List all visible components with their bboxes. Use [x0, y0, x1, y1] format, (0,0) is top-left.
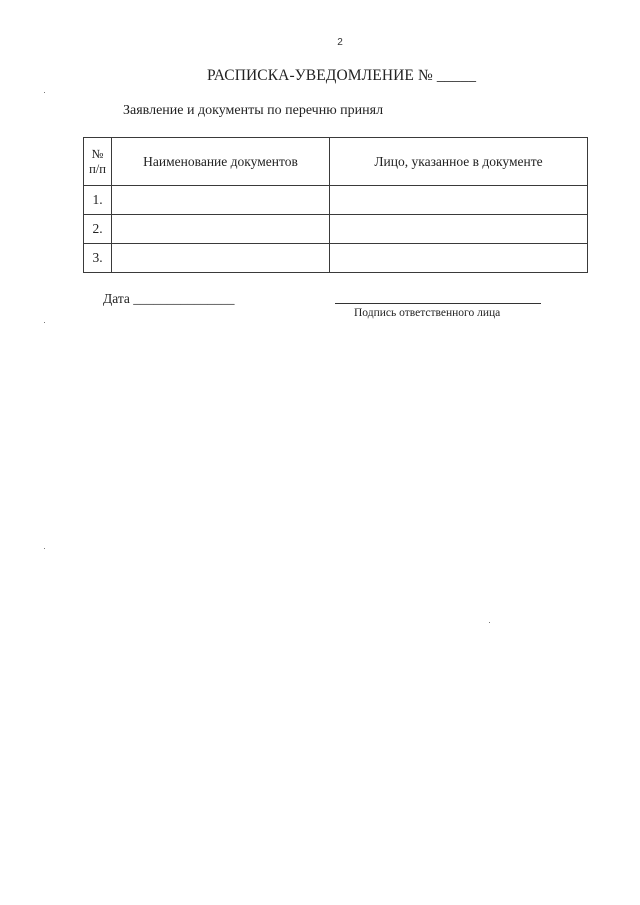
row-document-name	[112, 215, 330, 244]
row-person	[330, 215, 588, 244]
table-row	[84, 186, 588, 215]
table-row	[84, 244, 588, 273]
row-person	[330, 244, 588, 273]
date-field: Дата _______________	[103, 291, 235, 306]
intro-text: Заявление и документы по перечню принял	[123, 103, 384, 118]
header-number-sign: №	[91, 146, 104, 161]
documents-table	[83, 137, 588, 273]
table-row	[84, 215, 588, 244]
page-number: 2	[337, 37, 343, 48]
scan-speck	[44, 548, 45, 549]
row-number: 2.	[84, 215, 112, 244]
header-number	[84, 138, 112, 186]
header-number-abbr: п/п	[89, 161, 106, 176]
signature-label: Подпись ответственного лица	[354, 307, 501, 319]
signature-line	[335, 303, 541, 304]
scan-speck	[489, 622, 490, 623]
row-number: 3.	[84, 244, 112, 273]
header-document-name: Наименование документов	[112, 138, 330, 186]
scan-speck	[44, 92, 45, 93]
document-title: РАСПИСКА-УВЕДОМЛЕНИЕ № _____	[207, 67, 477, 84]
header-person: Лицо, указанное в документе	[330, 138, 588, 186]
table-header-row	[84, 138, 588, 186]
row-person	[330, 186, 588, 215]
scan-speck	[44, 322, 45, 323]
row-document-name	[112, 244, 330, 273]
row-number: 1.	[84, 186, 112, 215]
row-document-name	[112, 186, 330, 215]
